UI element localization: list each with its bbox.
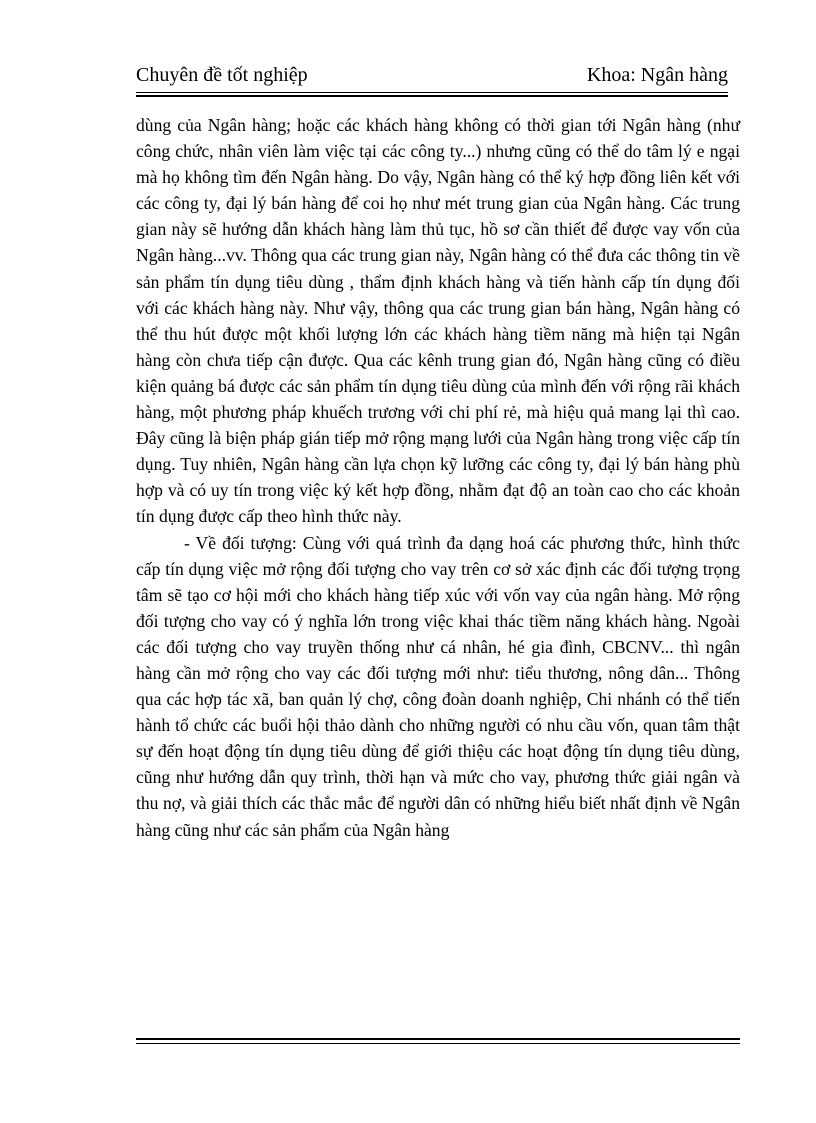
paragraph-borrower-scope: - Về đối tượng: Cùng với quá trình đa dạng hoá các phương thức, hình thức cấp tín dụng việc mở rộng đối tượng cho vay trên cơ sở xác định các đối tượng trọng tâm sẽ tạo cơ hội mới cho khách hàng tiếp xúc với vốn vay của ngân hàng. Mở rộng đối tượng cho vay có ý nghĩa lớn trong việc khai thác tiềm năng khách hàng. Ngoài các đối tượng cho vay truyền thống như cá nhân, hé gia đình, CBCNV... thì ngân hàng cần mở rộng cho vay các đối tượng mới như: tiểu thương, nông dân... Thông qua các hợp tác xã, ban quản lý chợ, công đoàn doanh nghiệp, Chi nhánh có thể tiến hành tổ chức các buổi hội thảo dành cho những người có nhu cầu vốn, quan tâm thật sự đến hoạt động tín dụng tiêu dùng để giới thiệu các hoạt động tín dụng tiêu dùng, cũng như hướng dẫn quy trình, thời hạn và mức cho vay, phương thức giải ngân và thu nợ, và giải thích các thắc mắc để người dân có những hiểu biết nhất định về Ngân hàng cũng như các sản phẩm của Ngân hàng — [136, 532, 740, 840]
header-divider-thick — [136, 95, 728, 97]
header-title: Chuyên đề tốt nghiệp — [136, 64, 308, 86]
footer-divider — [136, 1043, 740, 1044]
header-divider — [136, 92, 728, 93]
footer-divider-thick — [136, 1038, 740, 1040]
header-department: Khoa: Ngân hàng — [586, 64, 728, 86]
page-header — [136, 62, 728, 92]
paragraph-intermediaries: dùng của Ngân hàng; hoặc các khách hàng không có thời gian tới Ngân hàng (như công chức, nhân viên làm việc tại các công ty...) nhưng cũng có thể do tâm lý e ngại mà họ không tìm đến Ngân hàng. Do vậy, Ngân hàng có thể ký hợp đồng liên kết với các công ty, đại lý bán hàng để coi họ như mét trung gian của Ngân hàng. Các trung gian này sẽ hướng dẫn khách hàng làm thủ tục, hồ sơ cần thiết để được vay vốn của Ngân hàng...vv. Thông qua các trung gian này, Ngân hàng có thể đưa các thông tin về sản phẩm tín dụng tiêu dùng , thẩm định khách hàng và tiến hành cấp tín dụng đối với các khách hàng này. Như vậy, thông qua các trung gian bán hàng, Ngân hàng có thể thu hút được một khối lượng lớn các khách hàng tiềm năng mà hiện tại Ngân hàng còn chưa tiếp cận được. Qua các kênh trung gian đó, Ngân hàng cũng có điều kiện quảng bá được các sản phẩm tín dụng tiêu dùng của mình đến với rộng rãi khách hàng, một phương pháp khuếch trương với chi phí rẻ, mà hiệu quả mang lại thì cao. Đây cũng là biện pháp gián tiếp mở rộng mạng lưới của Ngân hàng trong việc cấp tín dụng. Tuy nhiên, Ngân hàng cần lựa chọn kỹ lưỡng các công ty, đại lý bán hàng phù hợp và có uy tín trong việc ký kết hợp đồng, nhằm đạt độ an toàn cao cho các khoản tín dụng được cấp theo hình thức này. — [136, 115, 740, 527]
document-body — [136, 112, 740, 843]
